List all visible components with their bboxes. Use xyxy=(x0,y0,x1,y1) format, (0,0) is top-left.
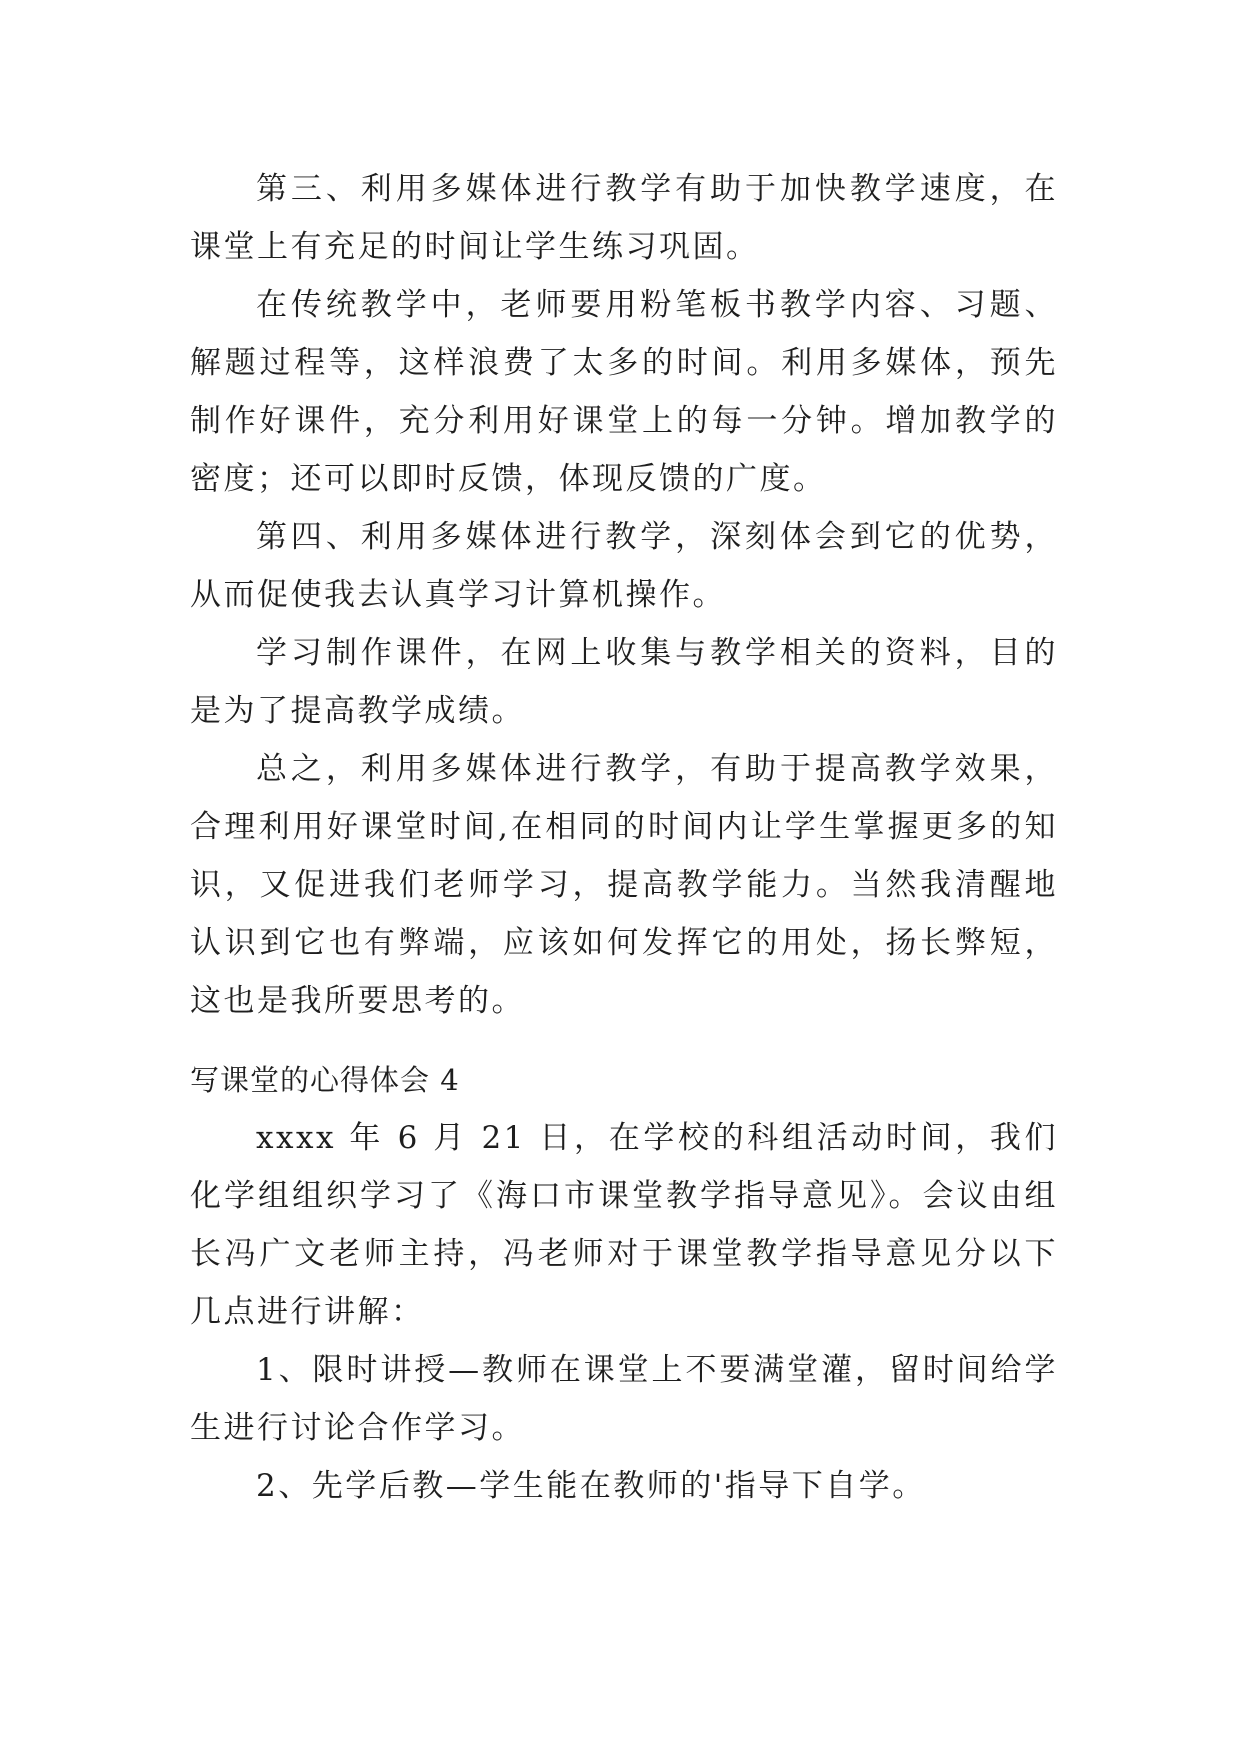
paragraph-point-four: 第四、利用多媒体进行教学，深刻体会到它的优势，从而促使我去认真学习计算机操作。 xyxy=(190,519,1058,613)
paragraph-meeting: xxxx 年 6 月 21 日，在学校的科组活动时间，我们化学组组织学习了《海口市课堂教学指导意见》。会议由组长冯广文老师主持，冯老师对于课堂教学指导意见分以下几点进行讲解： xyxy=(190,1120,1058,1330)
section-continued xyxy=(190,160,1058,1030)
paragraph-summary: 总之，利用多媒体进行教学，有助于提高教学效果，合理利用好课堂时间,在相同的时间内让学生掌握更多的知识，又促进我们老师学习，提高教学能力。当然我清醒地认识到它也有弊端，应该如何发挥它的用处，扬长弊短，这也是我所要思考的。 xyxy=(190,751,1058,1019)
section-4 xyxy=(190,1051,1058,1515)
list-item-1: 1、限时讲授—教师在课堂上不要满堂灌，留时间给学生进行讨论合作学习。 xyxy=(190,1352,1058,1446)
section-heading: 写课堂的心得体会 4 xyxy=(190,1063,460,1097)
paragraph-courseware: 学习制作课件，在网上收集与教学相关的资料，目的是为了提高教学成绩。 xyxy=(190,635,1058,729)
list-item-2: 2、先学后教—学生能在教师的'指导下自学。 xyxy=(256,1468,926,1504)
paragraph-point-three: 第三、利用多媒体进行教学有助于加快教学速度，在课堂上有充足的时间让学生练习巩固。 xyxy=(190,171,1058,265)
paragraph-traditional-teaching: 在传统教学中，老师要用粉笔板书教学内容、习题、解题过程等，这样浪费了太多的时间。利用多媒体，预先制作好课件，充分利用好课堂上的每一分钟。增加教学的密度；还可以即时反馈，体现反馈的广度。 xyxy=(190,287,1058,497)
